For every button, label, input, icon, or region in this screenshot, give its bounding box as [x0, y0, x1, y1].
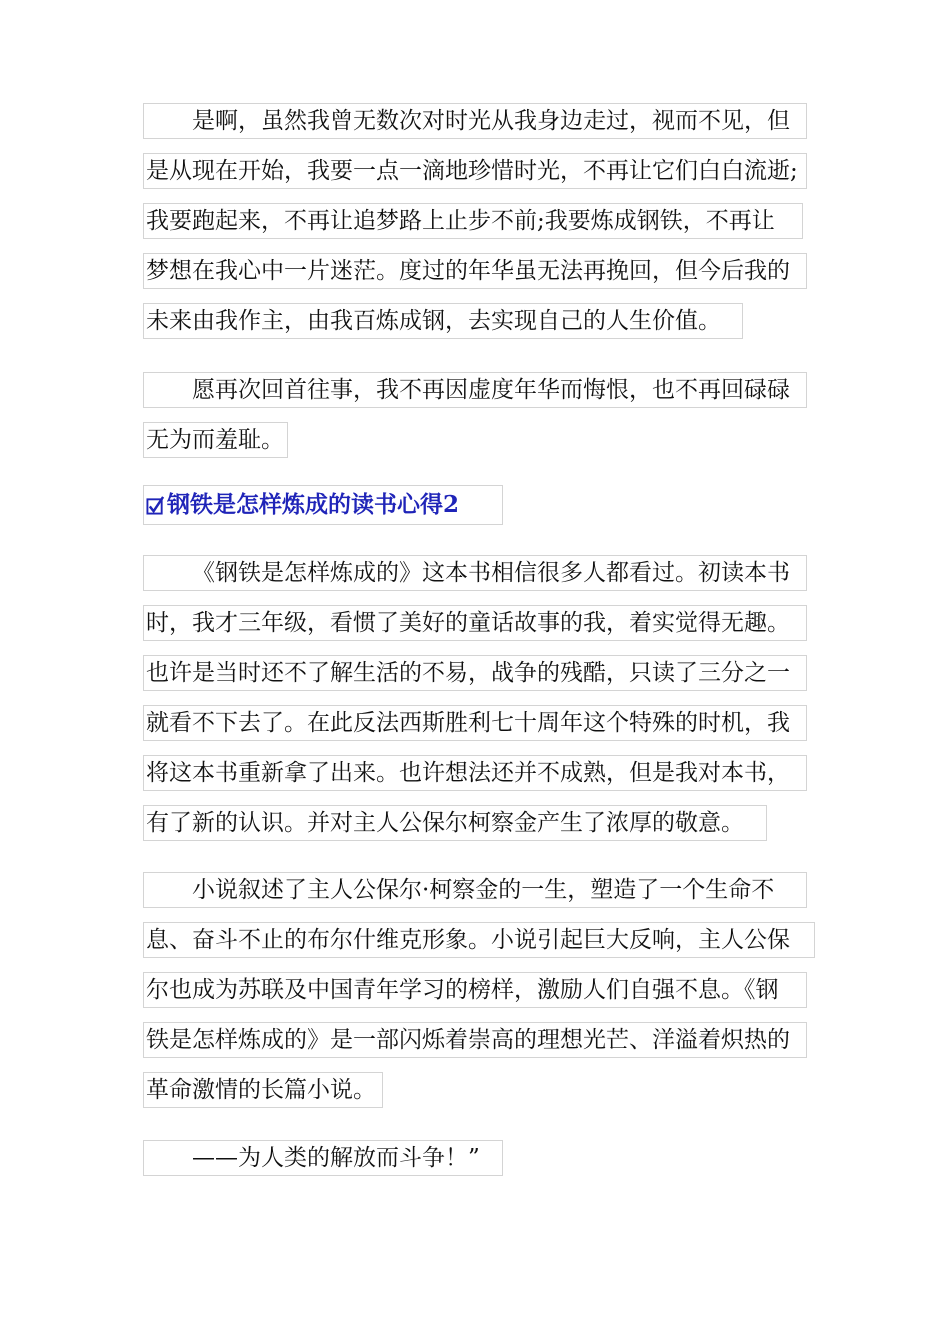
paragraph-1-line-4: 梦想在我心中一片迷茫。度过的年华虽无法再挽回，但今后我的 — [143, 253, 807, 289]
paragraph-3-line-6: 有了新的认识。并对主人公保尔柯察金产生了浓厚的敬意。 — [143, 805, 767, 841]
paragraph-3-line-2: 时，我才三年级，看惯了美好的童话故事的我，着实觉得无趣。 — [143, 605, 807, 641]
paragraph-4-line-5: 革命激情的长篇小说。 — [143, 1072, 383, 1108]
paragraph-2-line-2: 无为而羞耻。 — [143, 422, 288, 458]
paragraph-3-line-3: 也许是当时还不了解生活的不易，战争的残酷，只读了三分之一 — [143, 655, 807, 691]
paragraph-3-line-5: 将这本书重新拿了出来。也许想法还并不成熟，但是我对本书， — [143, 755, 807, 791]
paragraph-4-line-1: 小说叙述了主人公保尔·柯察金的一生，塑造了一个生命不 — [143, 872, 807, 908]
paragraph-5-line-1: ——为人类的解放而斗争！” — [143, 1140, 503, 1176]
paragraph-4-line-2: 息、奋斗不止的布尔什维克形象。小说引起巨大反响，主人公保 — [143, 922, 815, 958]
paragraph-1-line-3: 我要跑起来，不再让追梦路上止步不前;我要炼成钢铁，不再让 — [143, 203, 803, 239]
paragraph-3-line-4: 就看不下去了。在此反法西斯胜利七十周年这个特殊的时机，我 — [143, 705, 807, 741]
paragraph-2-line-1: 愿再次回首往事，我不再因虚度年华而悔恨，也不再回碌碌 — [143, 372, 807, 408]
paragraph-4-line-3: 尔也成为苏联及中国青年学习的榜样，激励人们自强不息。《钢 — [143, 972, 807, 1008]
checkbox-checked-icon — [146, 496, 165, 515]
section-heading-text: 钢铁是怎样炼成的读书心得2 — [167, 491, 460, 518]
paragraph-1-line-5: 未来由我作主，由我百炼成钢，去实现自己的人生价值。 — [143, 303, 743, 339]
section-heading — [143, 485, 503, 525]
paragraph-4-line-4: 铁是怎样炼成的》是一部闪烁着崇高的理想光芒、洋溢着炽热的 — [143, 1022, 807, 1058]
paragraph-1-line-2: 是从现在开始，我要一点一滴地珍惜时光，不再让它们白白流逝; — [143, 153, 807, 189]
paragraph-3-line-1: 《钢铁是怎样炼成的》这本书相信很多人都看过。初读本书 — [143, 555, 807, 591]
paragraph-1-line-1: 是啊，虽然我曾无数次对时光从我身边走过，视而不见，但 — [143, 103, 807, 139]
